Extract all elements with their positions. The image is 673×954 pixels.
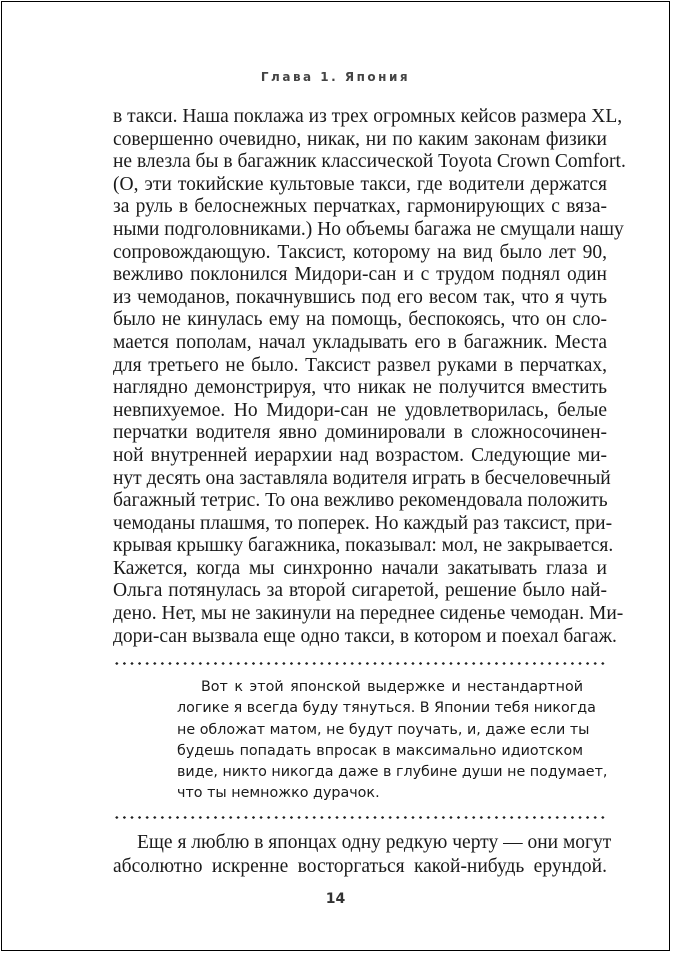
text-line: Еще я люблю в японцах одну редкую черту — они могут	[137, 832, 612, 853]
page-number: 14	[325, 891, 346, 907]
text-line: будешь попадать впросак в максимально идиотском	[177, 742, 583, 759]
text-line: нут десять она заставляла водителя играть в бесчеловечный	[113, 467, 611, 489]
text-line: невпихуемое. Но Мидори-сан не удовлетворилась, белые	[113, 399, 607, 421]
text-line: перчатки водителя явно доминировали в сложносочинен-	[113, 422, 607, 444]
next-paragraph	[113, 831, 612, 880]
text-line: из чемоданов, покачнувшись под его весом так, что я чуть	[113, 286, 607, 308]
callout-quote	[177, 677, 608, 805]
text-line: (О, эти токийские культовые такси, где водители держатся	[113, 173, 607, 195]
text-line: для третьего не было. Таксист развел руками в перчатках,	[113, 354, 607, 376]
text-line: ными подголовниками.) Но объемы багажа не смущали нашу	[113, 218, 624, 240]
text-line: виде, никто никогда даже в глубине души не подумает,	[177, 764, 608, 781]
text-line: Кажется, когда мы синхронно начали закатывать глаза и	[113, 557, 607, 579]
text-line: крывая крышку багажника, показывал: мол, не закрывается.	[113, 535, 614, 557]
text-line: не обложат матом, не будут поучать, и, даже если ты	[177, 721, 590, 738]
text-line: чемоданы плашмя, то поперек. Но каждый раз таксист, при-	[113, 512, 613, 534]
dotted-divider-top	[113, 662, 607, 665]
dotted-divider-bottom	[113, 816, 607, 819]
text-line: багажный тетрис. То она вежливо рекомендовала положить	[113, 490, 608, 512]
book-page	[1, 1, 670, 951]
text-line: не влезла бы в багажник классической Toyota Crown Comfort.	[113, 151, 626, 173]
text-line: было не кинулась ему на помощь, беспокоясь, что он сло-	[113, 309, 607, 331]
running-header: Глава 1. Япония	[260, 70, 411, 84]
text-line: что ты немножко дурачок.	[177, 785, 380, 802]
main-paragraph	[113, 106, 626, 648]
text-line: за руль в белоснежных перчатках, гармонирующих с вяза-	[113, 196, 607, 218]
text-line: совершенно очевидно, никак, ни по каким законам физики	[113, 128, 607, 150]
text-line: мается пополам, начал укладывать его в багажник. Места	[113, 331, 607, 353]
text-line: логике я всегда буду тянуться. В Японии тебя никогда	[177, 700, 596, 717]
text-line: Ольга потянулась за второй сигаретой, решение было най-	[113, 580, 607, 602]
text-line: вежливо поклонился Мидори-сан и с трудом поднял один	[113, 264, 607, 286]
text-line: дено. Нет, мы не закинули на переднее сиденье чемодан. Ми-	[113, 603, 624, 625]
text-line: дори-сан вызвала еще одно такси, в котором и поехал багаж.	[113, 625, 617, 647]
text-line: в такси. Наша поклажа из трех огромных кейсов размера XL,	[113, 106, 623, 127]
text-line: ной внутренней иерархии над возрастом. Следующие ми-	[113, 444, 607, 466]
text-line: абсолютно искренне восторгаться какой-нибудь ерундой.	[113, 856, 607, 878]
text-line: Вот к этой японской выдержке и нестандартной	[201, 679, 583, 695]
text-line: наглядно демонстрируя, что никак не получится вместить	[113, 377, 607, 399]
text-line: сопровождающую. Таксист, которому на вид было лет 90,	[113, 241, 607, 263]
